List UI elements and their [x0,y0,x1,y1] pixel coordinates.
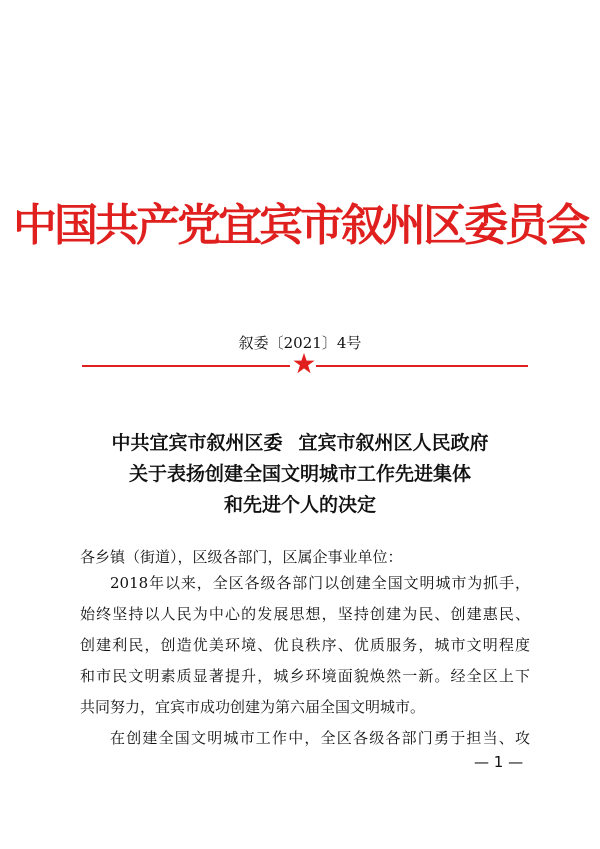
paragraph-line: 创建利民，创造优美环境、优良秩序、优质服务，城市文明程度 [80,636,530,654]
title-line [0,428,600,459]
separator-line-right [316,365,528,367]
body-paragraph [80,568,530,723]
star-icon [292,352,316,376]
issuing-authority-masthead: 中国共产党宜宾市叙州区委员会 [13,200,587,251]
paragraph-line: 在创建全国文明城市工作中，全区各级各部门勇于担当、攻 [110,729,530,747]
issuer-government: 宜宾市叙州区人民政府 [298,432,489,454]
document-title [0,428,600,521]
title-line: 和先进个人的决定 [223,494,376,516]
paragraph-line: 共同努力，宜宾市成功创建为第六届全国文明城市。 [80,698,426,716]
body-paragraph [80,723,530,754]
paragraph-line: 2018年以来，全区各级各部门以创建全国文明城市为抓手， [110,574,530,592]
separator-line-left [82,365,290,367]
paragraph-line: 和市民文明素质显著提升，城乡环境面貌焕然一新。经全区上下 [80,667,530,685]
page-number: — 1 — [474,753,524,771]
salutation: 各乡镇（街道），区级各部门，区属企事业单位： [80,548,403,566]
document-number: 叙委〔2021〕4号 [238,334,362,352]
title-line: 关于表扬创建全国文明城市工作先进集体 [128,463,471,485]
issuer-party-committee: 中共宜宾市叙州区委 [111,432,283,454]
paragraph-line: 始终坚持以人民为中心的发展思想，坚持创建为民、创建惠民、 [80,605,530,623]
